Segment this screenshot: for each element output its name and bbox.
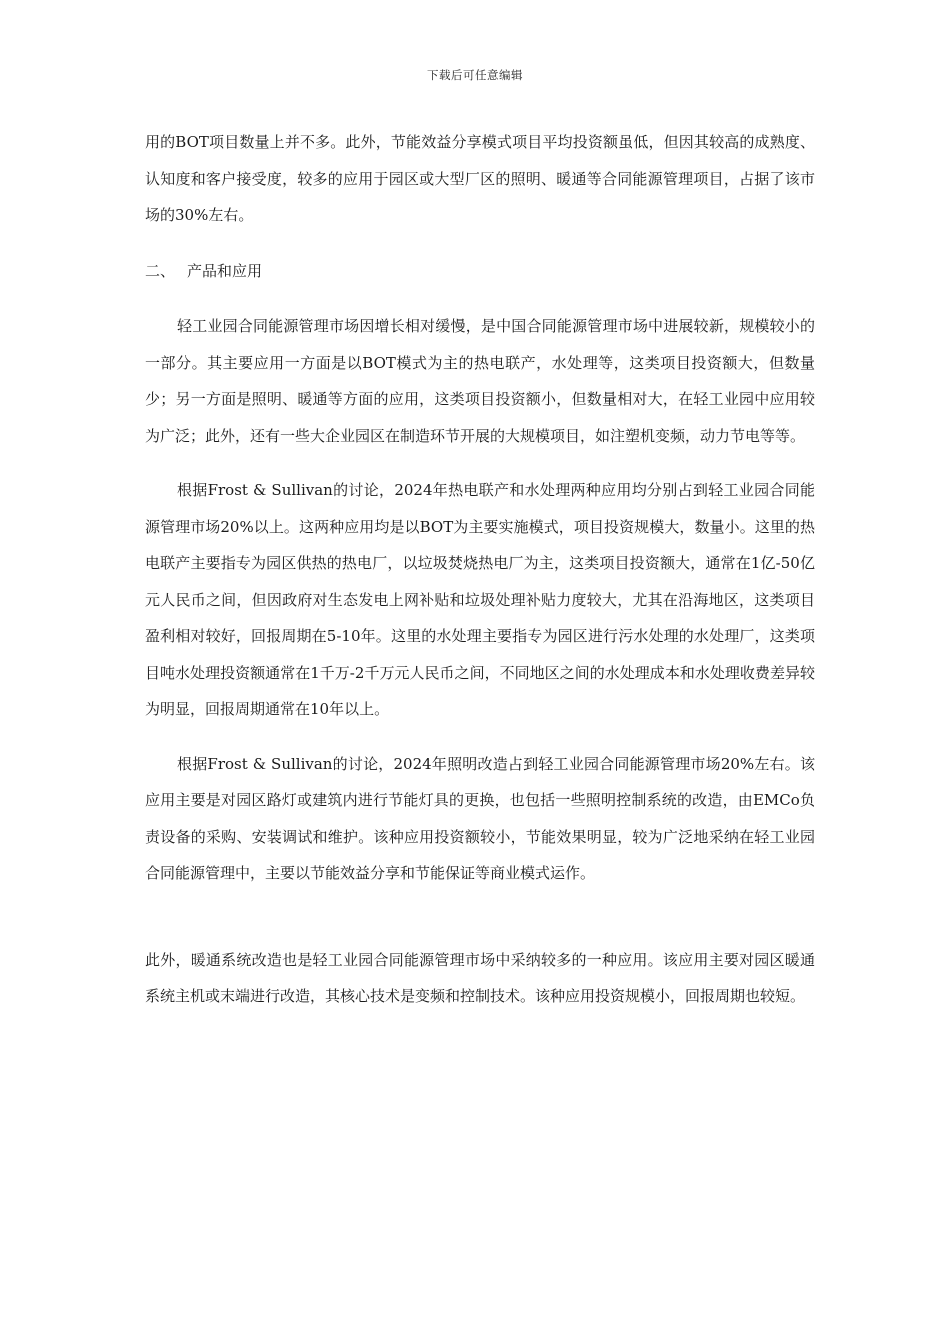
paragraph-hvac: 此外，暖通系统改造也是轻工业园合同能源管理市场中采纳较多的一种应用。该应用主要对园区暖通系统主机或末端进行改造，其核心技术是变频和控制技术。该种应用投资规模小，回报周期也较短。 [145,950,815,1005]
page-header-note: 下载后可任意编辑 [427,68,523,82]
paragraph-chp-water: 根据Frost & Sullivan的讨论，2024年热电联产和水处理两种应用均分别占到轻工业园合同能源管理市场20%以上。这两种应用均是以BOT为主要实施模式，项目投资规模大，数量小。这里的热电联产主要指专为园区供热的热电厂，以垃圾焚烧热电厂为主，这类项目投资额大，通常在1亿-50亿元人民币之间，但因政府对生态发电上网补贴和垃圾处理补贴力度较大，尤其在沿海地区，这类项目盈利相对较好，回报周期在5-10年。这里的水处理主要指专为园区进行污水处理的水处理厂，这类项目吨水处理投资额通常在1千万-2千万元人民币之间，不同地区之间的水处理成本和水处理收费差异较为明显，回报周期通常在10年以上。 [145,481,815,718]
section-number: 二、 [145,261,176,280]
section-heading [145,253,815,290]
paragraph-bot-projects: 用的BOT项目数量上并不多。此外，节能效益分享模式项目平均投资额虽低，但因其较高的成熟度、认知度和客户接受度，较多的应用于园区或大型厂区的照明、暖通等合同能源管理项目，占据了该市场的30%左右。 [145,133,815,224]
paragraph-market-overview: 轻工业园合同能源管理市场因增长相对缓慢，是中国合同能源管理市场中进展较新，规模较小的一部分。其主要应用一方面是以BOT模式为主的热电联产，水处理等，这类项目投资额大，但数量少；另一方面是照明、暖通等方面的应用，这类项目投资额小，但数量相对大，在轻工业园中应用较为广泛；此外，还有一些大企业园区在制造环节开展的大规模项目，如注塑机变频，动力节电等等。 [145,317,815,445]
paragraph-lighting: 根据Frost & Sullivan的讨论，2024年照明改造占到轻工业园合同能源管理市场20%左右。该应用主要是对园区路灯或建筑内进行节能灯具的更换，也包括一些照明控制系统的改造，由EMCo负责设备的采购、安装调试和维护。该种应用投资额较小，节能效果明显，较为广泛地采纳在轻工业园合同能源管理中，主要以节能效益分享和节能保证等商业模式运作。 [145,754,815,882]
document-body [145,124,815,1015]
section-title: 产品和应用 [187,261,263,280]
